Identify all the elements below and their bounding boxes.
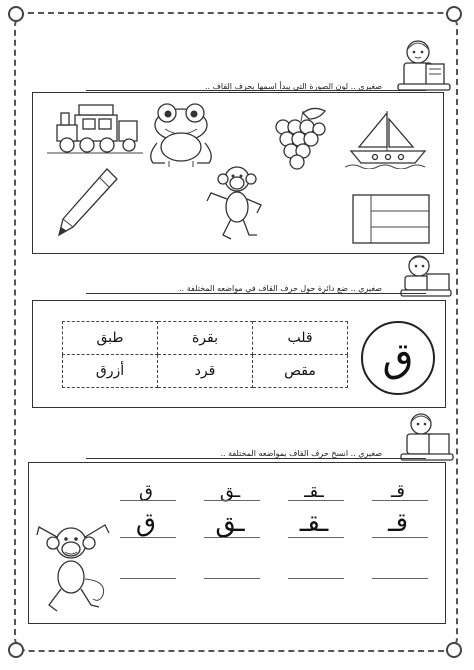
letter-form-final: ـق: [219, 481, 241, 502]
guide-line: [372, 500, 428, 501]
letter-form-initial: قـ: [387, 508, 409, 538]
word-row: [63, 355, 348, 388]
guide-line: [204, 537, 260, 538]
word-cell[interactable]: بقرة: [158, 322, 253, 355]
border-corner: [446, 642, 462, 658]
letter-form-initial: قـ: [391, 481, 405, 502]
monkey-icon: [33, 521, 113, 617]
word-cell[interactable]: أزرق: [63, 355, 158, 388]
word-cell[interactable]: قلب: [253, 322, 348, 355]
monkey-icon[interactable]: [205, 163, 265, 249]
guide-line: [120, 500, 176, 501]
instruction-underline: [86, 293, 426, 294]
letter-form-final: ـق: [215, 508, 245, 538]
border-corner: [8, 6, 24, 22]
letter-form-medial: ـقـ: [299, 508, 329, 538]
section2-instruction: صغيري .. ضع دائرة حول حرف القاف في مواضعه المختلفة ..: [179, 284, 382, 293]
section3-instruction: صغيري .. انسخ حرف القاف بمواضعه المختلفة ..: [220, 449, 382, 458]
border-corner: [8, 642, 24, 658]
word-cell[interactable]: مقص: [253, 355, 348, 388]
instruction-underline: [86, 90, 426, 91]
letter-form-medial: ـقـ: [304, 481, 324, 502]
practice-line[interactable]: [288, 578, 344, 579]
pencil-icon[interactable]: [51, 165, 121, 241]
section1-instruction: صغيري .. لون الصورة التي يبدأ اسمها بحرف القاف ..: [204, 82, 382, 91]
sailboat-icon[interactable]: [345, 109, 431, 169]
word-cell[interactable]: طبق: [63, 322, 158, 355]
word-row: [63, 322, 348, 355]
guide-line: [288, 537, 344, 538]
grapes-icon[interactable]: [265, 105, 333, 171]
practice-line[interactable]: [372, 578, 428, 579]
guide-line: [120, 537, 176, 538]
guide-line: [204, 500, 260, 501]
word-cell[interactable]: قرد: [158, 355, 253, 388]
guide-line: [372, 537, 428, 538]
practice-line[interactable]: [120, 578, 176, 579]
border-corner: [446, 6, 462, 22]
instruction-underline: [86, 458, 426, 459]
practice-line[interactable]: [204, 578, 260, 579]
flag-icon[interactable]: [351, 193, 433, 245]
guide-line: [288, 500, 344, 501]
frog-icon[interactable]: [143, 99, 219, 171]
letter-form-isolated: ق: [135, 508, 157, 538]
letter-form-isolated: ق: [139, 481, 153, 502]
word-table: [62, 321, 348, 388]
featured-letter: ق: [361, 321, 435, 395]
coloring-box: [32, 92, 444, 254]
train-icon[interactable]: [45, 101, 145, 157]
girl-reading-icon: [390, 36, 454, 94]
